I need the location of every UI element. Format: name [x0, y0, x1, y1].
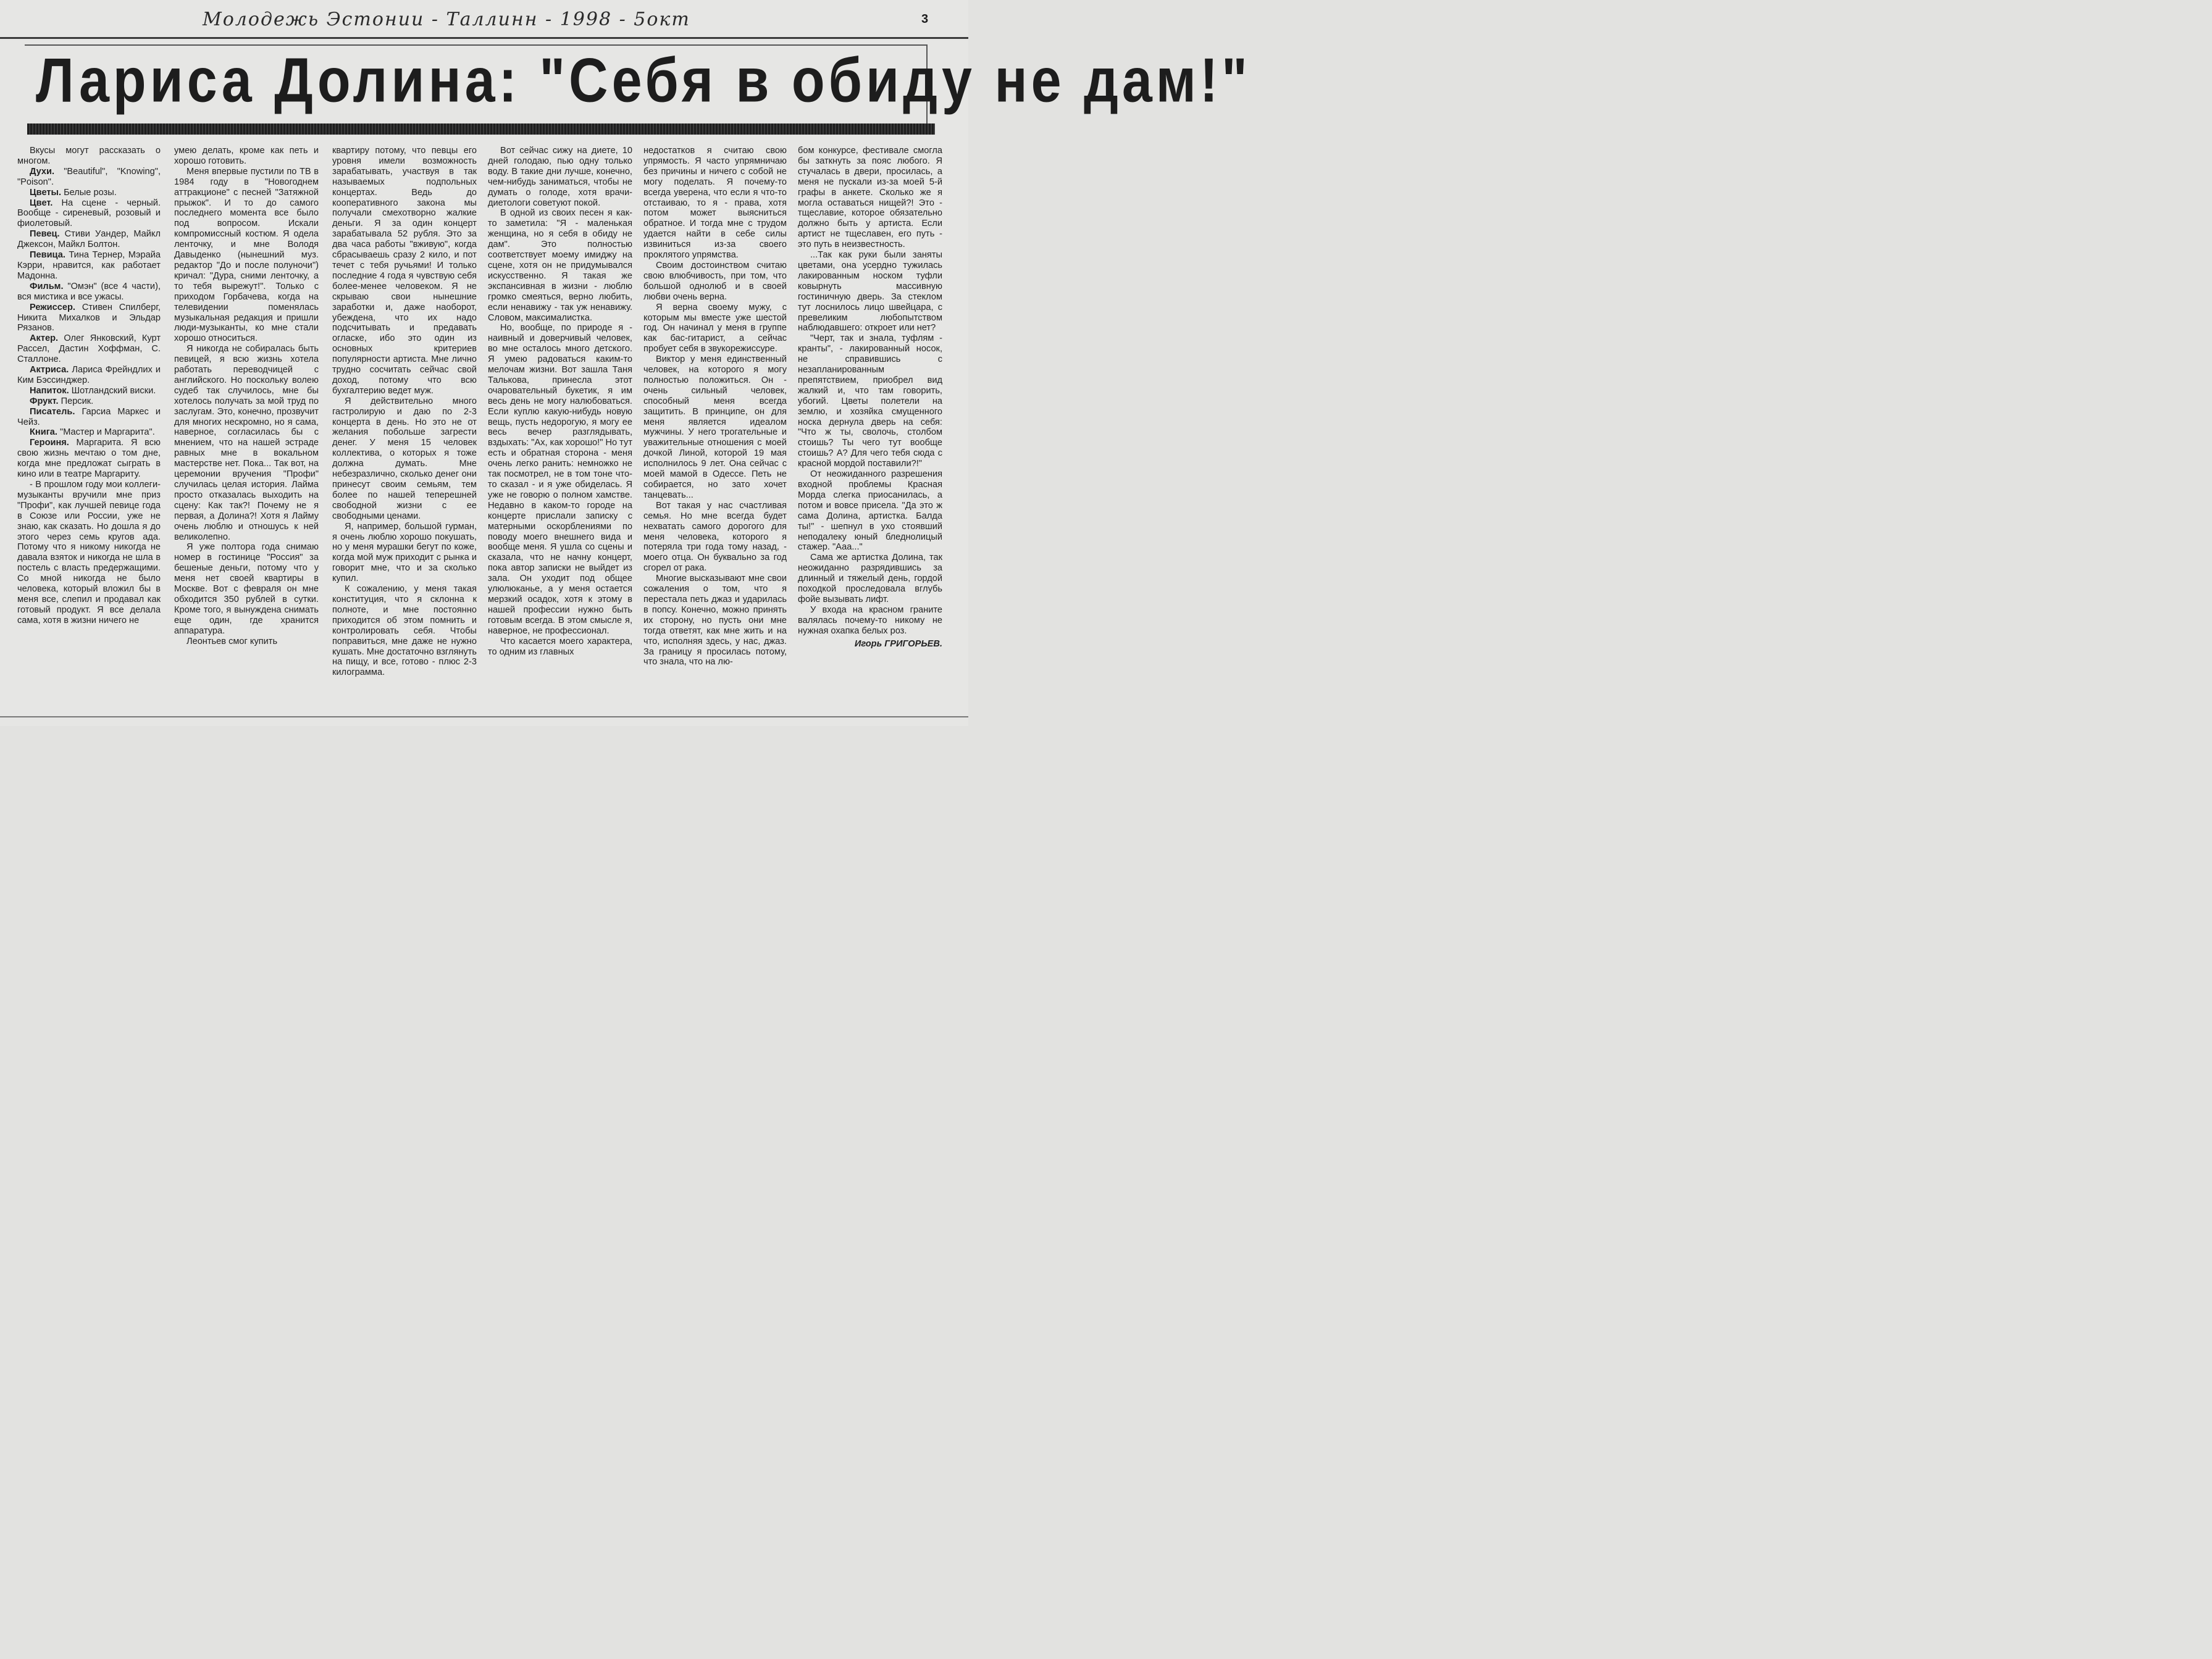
article-paragraph — [332, 584, 477, 678]
paragraph-text: На сцене - черный. Вообще - сиреневый, розовый и фиолетовый. — [17, 198, 161, 229]
article-paragraph — [488, 637, 632, 658]
paragraph-lead: Певица. — [30, 250, 65, 261]
paragraph-text: Персик. — [58, 396, 94, 406]
paragraph-text: К сожалению, у меня такая конституция, что я склонна к полноте, и мне постоянно приходится об этом помнить и контролировать себя. Чтобы поправиться, мне даже не нужно кушать. Мне достаточно взглянуть на пищу, и все, готово - плюс 2-3 килограмма. — [332, 584, 477, 678]
article-paragraph — [643, 501, 787, 574]
article-paragraph — [488, 146, 632, 208]
article-paragraph — [798, 469, 942, 553]
paragraph-text: Я действительно много гастролирую и даю по 2-3 концерта в день. Но это не от желания побольше загрести денег. У меня 15 человек коллектива, о которых я тоже должна думать. Мне небезразлично, сколько денег они принесут своим семьям, тем более по нашей теперешней свободной жизни с ее свободными ценами. — [332, 396, 477, 521]
footer-rule — [0, 716, 968, 717]
paragraph-lead: Духи. — [30, 166, 55, 177]
article-paragraph — [174, 542, 319, 636]
paragraph-text: "Черт, так и знала, туфлям - кранты", - лакированный носок, не справившись с незапланированным препятствием, приобрел вид жалкий и, что там говорить, убогий. Цветы полетели на землю, и хозяйка смущенного носка дернула дверь на себя: "Что ж ты, сволочь, столбом стоишь? Ты чего тут вообще стоишь? А? Для чего тебя сюда с красной мордой поставили?!" — [798, 333, 942, 469]
article-paragraph — [488, 208, 632, 323]
paragraph-lead: Цвет. — [30, 198, 53, 208]
article-paragraph — [798, 250, 942, 333]
article-paragraph — [17, 386, 161, 396]
paragraph-text: В одной из своих песен я как-то заметила: "Я - маленькая женщина, но я себя в обиду не дам". Это полностью соответствует моему имиджу на сцене, хотя он не придумывался искусственно. Я такая же экспансивная в жизни - люблю громко смеяться, верно любить, если ненавижу - так уж ненавижу. Словом, максималистка. — [488, 208, 632, 323]
article-paragraph — [17, 229, 161, 250]
paragraph-lead: Фрукт. — [30, 396, 59, 406]
paragraph-text: Тина Тернер, Мэрайа Кэрри, нравится, как работает Мадонна. — [17, 250, 161, 281]
paragraph-text: Лариса Фрейндлих и Ким Бэссинджер. — [17, 365, 161, 385]
article-paragraph — [643, 574, 787, 667]
article-paragraph — [17, 365, 161, 386]
article-paragraph — [17, 303, 161, 334]
article-paragraph — [17, 427, 161, 438]
paragraph-lead: Книга. — [30, 427, 57, 438]
paragraph-text: Своим достоинством считаю свою влюбчивость, при том, что большой однолюб и в своей любви очень верна. — [643, 260, 787, 302]
paragraph-text: "Мастер и Маргарита". — [57, 427, 155, 438]
article-paragraph — [17, 407, 161, 428]
paragraph-text: У входа на красном граните валялась почему-то никому не нужная охапка белых роз. — [798, 604, 942, 636]
article-paragraph — [174, 167, 319, 344]
paragraph-text: "Омэн" (все 4 части), вся мистика и все ужасы. — [17, 281, 161, 302]
article-paragraph — [332, 522, 477, 584]
article-paragraph — [332, 396, 477, 522]
article-paragraph — [174, 637, 319, 647]
article-paragraph — [488, 323, 632, 636]
paragraph-text: Я никогда не собиралась быть певицей, я всю жизнь хотела работать переводчицей с английского. Но поскольку волею судеб так случилось, мне бы хотелось получать за мой труд по заслугам. Это, конечно, прозвучит для многих нескромно, но я сама, наверное, согласилась бы с мнением, что на нашей эстраде равных мне в вокальном мастерстве нет. Пока... Так вот, на церемонии вручения "Профи" случилась целая история. Лайма просто отказалась выходить на сцену: Как так?! Почему не я первая, а Долина?! Хотя я Лайму очень люблю и отношусь к ней великолепно. — [174, 344, 319, 542]
paragraph-text: квартиру потому, что певцы его уровня имели возможность зарабатывать, участвуя в так называемых подпольных концертах. Ведь до кооперативного закона мы получали смехотворно жалкие деньги. Я за один концерт зарабатывала 52 рубля. Это за два часа работы "вживую", когда сбрасываешь сразу 2 кило, и пот течет с тебя ручьями! И только последние 4 года я чувствую себя более-менее человеком. Я не скрываю свои нынешние заработки и, даже наоборот, убеждена, что их надо подсчитывать и предавать огласке, ибо это один из основных критериев популярности артиста. Мне лично трудно сосчитать сейчас свой доход, потому что всю бухгалтерию ведет муж. — [332, 146, 477, 396]
paragraph-text: бом конкурсе, фестивале смогла бы заткнуть за пояс любого. Я стучалась в двери, просилась, а меня не пускали из-за моей 5-й графы в анкете. Сколько же я могла оставаться нищей?! Это - тщеславие, которое обязательно должно быть у артиста. Если артист не тщеславен, его путь - это путь в неизвестность. — [798, 146, 942, 250]
paragraph-text: Гарсиа Маркес и Чейз. — [17, 406, 161, 427]
paragraph-text: - В прошлом году мои коллеги-музыканты вручили мне приз "Профи", как лучшей певице года в Союзе или России, уже не знаю, как сказать. Но дошла я до этого через семь кругов ада. Потому что я никому никогда не давала взяток и никогда не шла в постель с власть предержащими. Со мной никогда не было человека, который вложил бы в меня все, слепил и продавал как готовый продукт. Я все делала сама, хотя в жизни ничего не — [17, 480, 161, 625]
paragraph-text: Белые розы. — [61, 187, 117, 198]
paragraph-lead: Героиня. — [30, 438, 69, 448]
paragraph-lead: Актер. — [30, 333, 59, 344]
article-paragraph — [643, 261, 787, 303]
article-paragraph — [798, 146, 942, 250]
paragraph-text: Стивен Спилберг, Никита Михалков и Эльдар Рязанов. — [17, 302, 161, 333]
paragraph-text: Многие высказывают мне свои сожаления о том, что я перестала петь джаз и ударилась в попсу. Конечно, можно принять их сторону, но пусть они мне тогда ответят, как мне жить и на что, исполняя здесь, у нас, джаз. За границу я просилась потому, что знала, что на лю- — [643, 574, 787, 667]
article-paragraph — [17, 333, 161, 365]
paragraph-text: "Beautiful", "Knowing", "Poison". — [17, 166, 161, 187]
paragraph-text: Леонтьев смог купить — [186, 636, 278, 646]
article-paragraph — [17, 167, 161, 188]
article-paragraph — [17, 146, 161, 167]
paragraph-text: Я, например, большой гурман, я очень люблю хорошо покушать, но у меня мурашки бегут по коже, когда мой муж приходит с рынка и говорит мне, что и за сколько купил. — [332, 521, 477, 584]
article-paragraph — [17, 188, 161, 198]
paragraph-text: Меня впервые пустили по ТВ в 1984 году в "Новогоднем аттракционе" с песней "Затяжной прыжок". И то до самого последнего момента все было под вопросом. Искали компромиссный костюм. Я одела ленточку, и мне Володя Давыденко (нынешний муз. редактор "До и после полуночи") кричал: "Дура, сними ленточку, а то тебя вырежут!". Только с приходом Горбачева, когда на телевидении поменялась музыкальная редакция и пришли люди-музыканты, ко мне стали хорошо относиться. — [174, 166, 319, 344]
paragraph-text: Олег Янковский, Курт Рассел, Дастин Хоффман, С. Сталлоне. — [17, 333, 161, 365]
paragraph-text: Я уже полтора года снимаю номер в гостинице "Россия" за бешеные деньги, потому что у меня нет своей квартиры в Москве. Вот с февраля он мне обходится 350 рублей в сутки. Кроме того, я вынуждена снимать еще один, где хранится аппаратура. — [174, 542, 319, 636]
article-column-1 — [17, 146, 161, 716]
article-paragraph — [798, 333, 942, 469]
article-paragraph — [332, 146, 477, 396]
paragraph-lead: Певец. — [30, 229, 60, 240]
article-paragraph — [17, 282, 161, 303]
paragraph-lead: Напиток. — [30, 385, 69, 396]
article-paragraph — [643, 354, 787, 501]
paragraph-lead: Писатель. — [30, 406, 75, 417]
article-paragraph — [17, 198, 161, 230]
article-paragraph — [17, 396, 161, 407]
article-paragraph — [643, 146, 787, 261]
article-column-5 — [643, 146, 787, 716]
article-paragraph — [17, 250, 161, 282]
paragraph-text: Шотландский виски. — [69, 385, 156, 396]
paragraph-text: Вот такая у нас счастливая семья. Но мне всегда будет нехватать самого дорогого для меня человека, которого я потеряла три года тому назад, - моего отца. Он буквально за год сгорел от рака. — [643, 500, 787, 574]
paragraph-text: недостатков я считаю свою упрямость. Я часто упрямничаю без причины и ничего с собой не могу поделать. Я почему-то всегда уверена, что если я что-то отстаиваю, то я - права, хотя потом может выясниться обратное. И тогда мне с трудом удается найти в себе силы извиниться из-за своего проклятого упрямства. — [643, 146, 787, 261]
article-column-6 — [798, 146, 942, 716]
paragraph-lead: Фильм. — [30, 281, 64, 291]
paragraph-text: Вот сейчас сижу на диете, 10 дней голодаю, пью одну только воду. В такие дни лучше, конечно, чем-нибудь заниматься, чтобы не думать о голоде, хотя врачи-диетологи советуют покой. — [488, 146, 632, 208]
article-headline: Лариса Долина: "Себя в обиду не дам!" — [36, 44, 1251, 115]
article-paragraph — [643, 303, 787, 355]
paragraph-text: Я верна своему мужу, с которым мы вместе уже шестой год. Он начинал у меня в группе как бас-гитарист, а сейчас пробует себя в звукорежиссуре. — [643, 302, 787, 354]
article-paragraph — [174, 146, 319, 167]
handwritten-source-note: Молодежь Эстонии - Таллинн - 1998 - 5окт — [203, 9, 690, 30]
article-paragraph — [798, 605, 942, 637]
paragraph-lead: Цветы. — [30, 187, 62, 198]
paragraph-text: Что касается моего характера, то одним из главных — [488, 636, 632, 657]
article-paragraph — [798, 553, 942, 605]
paragraph-text: Но, вообще, по природе я - наивный и доверчивый человек, во мне осталось много детского. Я умею радоваться каким-то мелочам жизни. Вот зашла Таня Талькова, принесла этот очаровательный букетик, я им весь день не могу налюбоваться. Если куплю какую-нибудь новую вещь, пусть недорогую, я могу ее весь вечер разглядывать, вздыхать: "Ах, как хорошо!" Но тут есть и обратная сторона - меня очень легко ранить: немножко не так посмотрел, не в том тоне что-то сказал - и я уже обиделась. Я уже не говорю о полном хамстве. Недавно в каком-то городе на концерте прислали записку с матерными оскорблениями по поводу моего внешнего вида и вообще меня. Я ушла со сцены и сказала, что не начну концерт, пока автор записки не выйдет из зала. Он уходит под общее улюлюканье, а у меня остается мерзкий осадок, хотя к этому в нашей профессии нужно быть готовым всегда. В этом смысле я, наверное, не профессионал. — [488, 323, 633, 636]
paragraph-text: Вкусы могут рассказать о многом. — [17, 146, 161, 166]
paragraph-text: ...Так как руки были заняты цветами, она усердно тужилась лакированным носком туфли ковырнуть массивную гостиничную дверь. За стеклом тут лоснилось лицо швейцара, с превеликим любопытством наблюдавшего: откроет или нет? — [798, 250, 942, 333]
article-column-2 — [174, 146, 319, 716]
paragraph-text: Маргарита. Я всю свою жизнь мечтаю о том дне, когда мне предложат сыграть в кино или в театре Маргариту. — [17, 438, 161, 480]
paragraph-text: Сама же артистка Долина, так неожиданно разрядившись за длинный и тяжелый день, гордой походкой проследовала вглубь фойе вызывать лифт. — [798, 553, 942, 604]
article-paragraph — [174, 344, 319, 542]
paragraph-text: Стиви Уандер, Майкл Джексон, Майкл Болтон. — [17, 229, 161, 250]
newspaper-page — [0, 0, 1251, 726]
paragraph-text: умею делать, кроме как петь и хорошо готовить. — [174, 146, 319, 166]
article-column-3 — [332, 146, 477, 716]
page-number: 3 — [921, 12, 929, 26]
paragraph-lead: Режиссер. — [30, 302, 75, 312]
author-byline: Игорь ГРИГОРЬЕВ. — [854, 638, 942, 649]
article-column-4 — [488, 146, 632, 716]
headline-underline-bar — [27, 123, 935, 135]
article-paragraph — [17, 438, 161, 480]
article-paragraph — [17, 480, 161, 626]
paragraph-text: Виктор у меня единственный человек, на которого я могу полностью положиться. Он - очень сильный человек, способный меня всегда защитить. В принципе, он для меня является идеалом мужчины. У него трогательные и уважительные отношения с моей дочкой Линой, которой 19 мая исполнилось 9 лет. Она сейчас с моей мамой в Одессе. Петь не собирается, но зато хочет танцевать... — [643, 354, 787, 500]
paragraph-lead: Актриса. — [30, 365, 69, 375]
paragraph-text: От неожиданного разрешения входной проблемы Красная Морда слегка приосанилась, а потом и вовсе присела. "Да это ж сама Долина, артистка. Балда ты!" - шепнул в ухо стоявший неподалеку юный бледнолицый стажер. "Ааа..." — [798, 469, 942, 553]
